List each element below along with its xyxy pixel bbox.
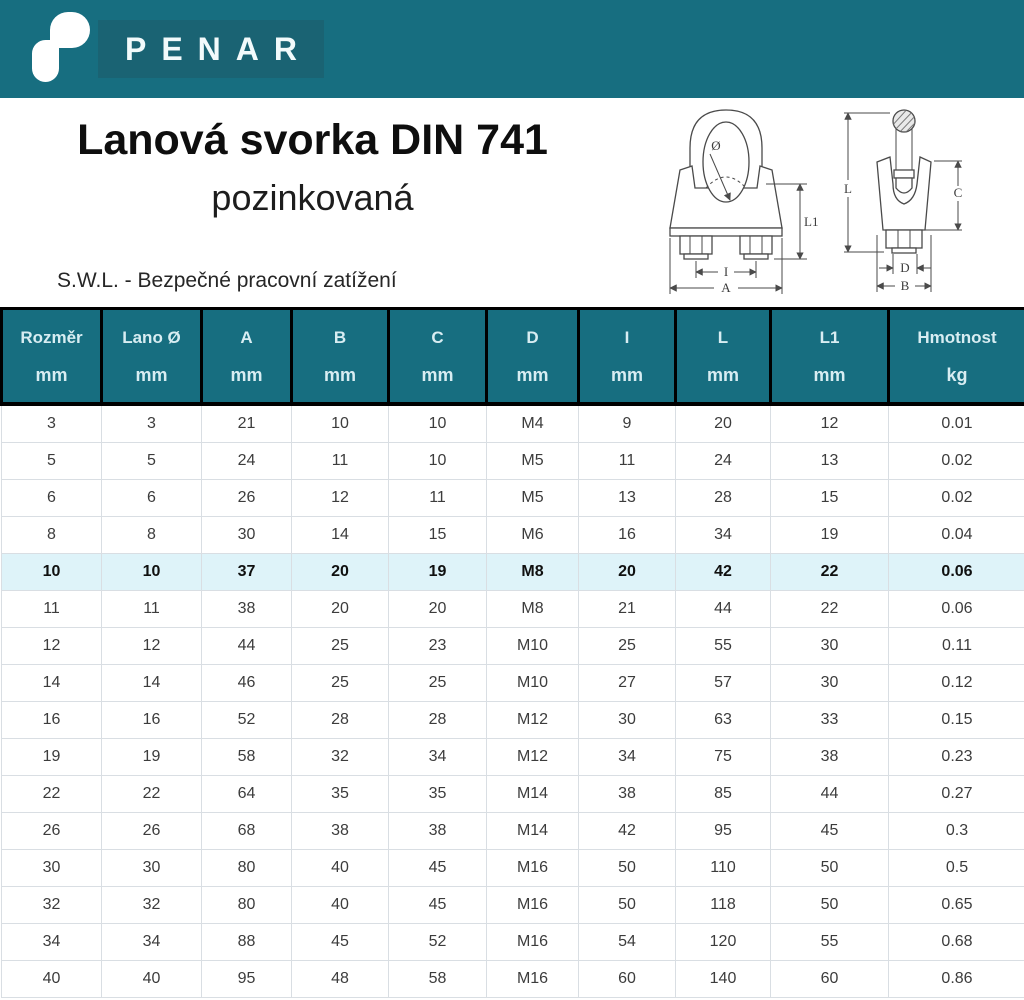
table-cell: 64 [202,776,292,813]
table-cell: 11 [2,591,102,628]
table-cell: 3 [102,404,202,443]
column-header-unit: mm [610,365,643,385]
table-cell: 33 [771,702,889,739]
table-row [2,924,1024,961]
dim-label-b: B [900,278,910,293]
table-cell: 38 [292,813,389,850]
table-cell: 19 [771,517,889,554]
table-cell: 58 [202,739,292,776]
column-header-unit: mm [421,365,454,385]
table-cell: M16 [487,887,579,924]
table-cell: 30 [202,517,292,554]
table-row [2,702,1024,739]
table-cell: 75 [676,739,771,776]
spec-table-body [2,404,1024,998]
table-cell: M10 [487,628,579,665]
column-header-label: L [717,328,729,347]
page-subtitle: pozinkovaná [211,177,414,219]
table-cell: M12 [487,702,579,739]
table-cell: 38 [771,739,889,776]
table-cell: 38 [389,813,487,850]
table-cell: 19 [389,554,487,591]
table-cell: 10 [102,554,202,591]
brand-wordmark: PENAR [124,30,312,67]
column-header [2,309,102,405]
table-cell: M14 [487,776,579,813]
table-cell: M12 [487,739,579,776]
table-cell: 13 [771,443,889,480]
table-cell: 55 [771,924,889,961]
table-cell: 12 [2,628,102,665]
table-cell: 28 [676,480,771,517]
table-cell: 120 [676,924,771,961]
table-cell: 19 [2,739,102,776]
table-cell: 23 [389,628,487,665]
table-cell: 5 [2,443,102,480]
table-cell: 20 [292,554,389,591]
table-cell: 52 [202,702,292,739]
table-row [2,850,1024,887]
table-cell: 10 [389,404,487,443]
table-cell: 25 [292,628,389,665]
table-cell: 0.02 [889,443,1024,480]
table-cell: 20 [676,404,771,443]
table-cell: 140 [676,961,771,998]
table-cell: 40 [292,850,389,887]
table-row [2,554,1024,591]
table-cell: 34 [2,924,102,961]
table-cell: 34 [579,739,676,776]
table-cell: 14 [102,665,202,702]
table-cell: 12 [292,480,389,517]
table-cell: 27 [579,665,676,702]
table-cell: 25 [579,628,676,665]
column-header-label: Lano Ø [122,328,181,347]
table-cell: 38 [202,591,292,628]
table-cell: 48 [292,961,389,998]
column-header-label: Hmotnost [917,328,997,347]
table-cell: 52 [389,924,487,961]
penar-logo-icon [30,12,92,86]
table-cell: 85 [676,776,771,813]
column-header-unit: mm [135,365,168,385]
table-cell: M5 [487,443,579,480]
table-cell: 14 [292,517,389,554]
dim-label-l: L [844,181,852,196]
column-header-label: L1 [819,328,840,347]
table-cell: 22 [771,591,889,628]
table-cell: 14 [2,665,102,702]
table-cell: 80 [202,887,292,924]
table-cell: 11 [579,443,676,480]
table-cell: 26 [2,813,102,850]
dim-label-a: A [721,280,731,295]
table-cell: 60 [771,961,889,998]
table-cell: 118 [676,887,771,924]
table-cell: 0.01 [889,404,1024,443]
table-cell: 20 [389,591,487,628]
table-cell: 6 [2,480,102,517]
column-header [389,309,487,405]
table-cell: 0.23 [889,739,1024,776]
table-cell: 0.27 [889,776,1024,813]
table-row [2,517,1024,554]
table-cell: 80 [202,850,292,887]
table-cell: 22 [771,554,889,591]
table-cell: 42 [676,554,771,591]
table-cell: 8 [102,517,202,554]
table-cell: 10 [389,443,487,480]
table-cell: M16 [487,961,579,998]
table-cell: 15 [389,517,487,554]
table-cell: 25 [292,665,389,702]
table-cell: 34 [676,517,771,554]
table-row [2,443,1024,480]
column-header [487,309,579,405]
table-cell: 21 [202,404,292,443]
table-cell: 0.04 [889,517,1024,554]
table-cell: 34 [389,739,487,776]
table-cell: 50 [771,887,889,924]
table-cell: M5 [487,480,579,517]
table-cell: 0.65 [889,887,1024,924]
table-cell: 8 [2,517,102,554]
table-cell: M16 [487,850,579,887]
table-cell: M4 [487,404,579,443]
table-cell: 11 [389,480,487,517]
top-banner [0,0,1024,98]
logo-petal-icon [32,40,59,82]
column-header-unit: mm [813,365,846,385]
table-cell: 10 [292,404,389,443]
table-cell: 88 [202,924,292,961]
table-cell: 35 [389,776,487,813]
heading-block [35,116,590,219]
column-header-unit: mm [35,365,68,385]
table-cell: 0.15 [889,702,1024,739]
table-cell: 58 [389,961,487,998]
table-cell: 30 [579,702,676,739]
table-cell: 32 [2,887,102,924]
column-header-unit: mm [706,365,739,385]
table-cell: 45 [292,924,389,961]
column-header-unit: kg [946,365,968,385]
table-cell: 37 [202,554,292,591]
table-cell: 6 [102,480,202,517]
table-cell: 45 [389,850,487,887]
table-cell: 40 [102,961,202,998]
table-cell: 60 [579,961,676,998]
column-header-unit: mm [516,365,549,385]
table-cell: M10 [487,665,579,702]
column-header [292,309,389,405]
table-cell: 35 [292,776,389,813]
table-cell: 63 [676,702,771,739]
table-cell: 32 [102,887,202,924]
table-cell: 11 [102,591,202,628]
table-row [2,628,1024,665]
column-header-label: I [624,328,630,347]
spec-table [0,307,1024,998]
table-cell: 0.68 [889,924,1024,961]
dim-label-diameter: Ø [711,138,721,153]
table-cell: 0.12 [889,665,1024,702]
table-cell: 44 [202,628,292,665]
table-cell: 40 [292,887,389,924]
dim-label-c: C [953,185,963,200]
table-cell: 50 [579,887,676,924]
table-cell: 45 [771,813,889,850]
column-header-label: D [526,328,539,347]
table-cell: M8 [487,591,579,628]
table-cell: 16 [579,517,676,554]
table-row [2,739,1024,776]
column-header-unit: mm [323,365,356,385]
side-view [844,106,962,293]
table-cell: 16 [102,702,202,739]
swl-note: S.W.L. - Bezpečné pracovní zatížení [57,269,397,292]
column-header [771,309,889,405]
table-cell: 57 [676,665,771,702]
table-cell: 10 [2,554,102,591]
table-cell: 68 [202,813,292,850]
table-cell: 9 [579,404,676,443]
table-row [2,404,1024,443]
table-cell: 24 [676,443,771,480]
table-cell: 30 [102,850,202,887]
brand-wordmark-box [98,20,324,78]
table-cell: 15 [771,480,889,517]
table-cell: 22 [2,776,102,813]
table-cell: 28 [292,702,389,739]
technical-drawing [650,100,1024,306]
dim-label-d: D [900,260,910,275]
table-cell: 50 [771,850,889,887]
table-cell: 0.02 [889,480,1024,517]
table-cell: 19 [102,739,202,776]
table-row [2,665,1024,702]
table-cell: 22 [102,776,202,813]
column-header-label: Rozměr [20,328,83,347]
table-cell: 26 [102,813,202,850]
table-cell: 95 [202,961,292,998]
table-cell: 28 [389,702,487,739]
table-cell: 55 [676,628,771,665]
table-cell: 11 [292,443,389,480]
table-cell: 5 [102,443,202,480]
table-cell: 20 [292,591,389,628]
table-cell: 3 [2,404,102,443]
table-cell: 30 [2,850,102,887]
table-cell: 12 [771,404,889,443]
table-row [2,887,1024,924]
table-cell: 50 [579,850,676,887]
spec-table-wrap [0,307,1024,998]
table-cell: M8 [487,554,579,591]
column-header-label: A [240,328,253,347]
table-cell: 32 [292,739,389,776]
table-row [2,480,1024,517]
table-cell: 12 [102,628,202,665]
table-cell: 0.5 [889,850,1024,887]
table-cell: 30 [771,665,889,702]
table-cell: 38 [579,776,676,813]
table-cell: 40 [2,961,102,998]
table-cell: 0.06 [889,554,1024,591]
dim-label-l1: L1 [804,214,819,229]
table-cell: M16 [487,924,579,961]
column-header [102,309,202,405]
column-header-label: C [431,328,444,347]
page-title: Lanová svorka DIN 741 [77,116,548,164]
table-cell: 26 [202,480,292,517]
table-cell: 25 [389,665,487,702]
table-row [2,591,1024,628]
table-cell: 13 [579,480,676,517]
dim-label-i: I [723,264,729,279]
table-cell: 0.11 [889,628,1024,665]
table-cell: 24 [202,443,292,480]
table-cell: M6 [487,517,579,554]
table-cell: 0.06 [889,591,1024,628]
table-cell: 0.3 [889,813,1024,850]
table-row [2,961,1024,998]
table-cell: 95 [676,813,771,850]
table-cell: 44 [676,591,771,628]
table-cell: 45 [389,887,487,924]
column-header [676,309,771,405]
table-cell: 54 [579,924,676,961]
front-view [670,110,818,295]
table-cell: M14 [487,813,579,850]
table-cell: 21 [579,591,676,628]
table-cell: 46 [202,665,292,702]
column-header-unit: mm [230,365,263,385]
table-row [2,776,1024,813]
table-cell: 20 [579,554,676,591]
spec-table-header-row [2,309,1024,405]
table-cell: 16 [2,702,102,739]
table-cell: 42 [579,813,676,850]
table-cell: 34 [102,924,202,961]
table-cell: 44 [771,776,889,813]
table-cell: 30 [771,628,889,665]
column-header [889,309,1024,405]
table-row [2,813,1024,850]
table-cell: 110 [676,850,771,887]
column-header-label: B [333,328,347,347]
column-header [579,309,676,405]
column-header [202,309,292,405]
table-cell: 0.86 [889,961,1024,998]
